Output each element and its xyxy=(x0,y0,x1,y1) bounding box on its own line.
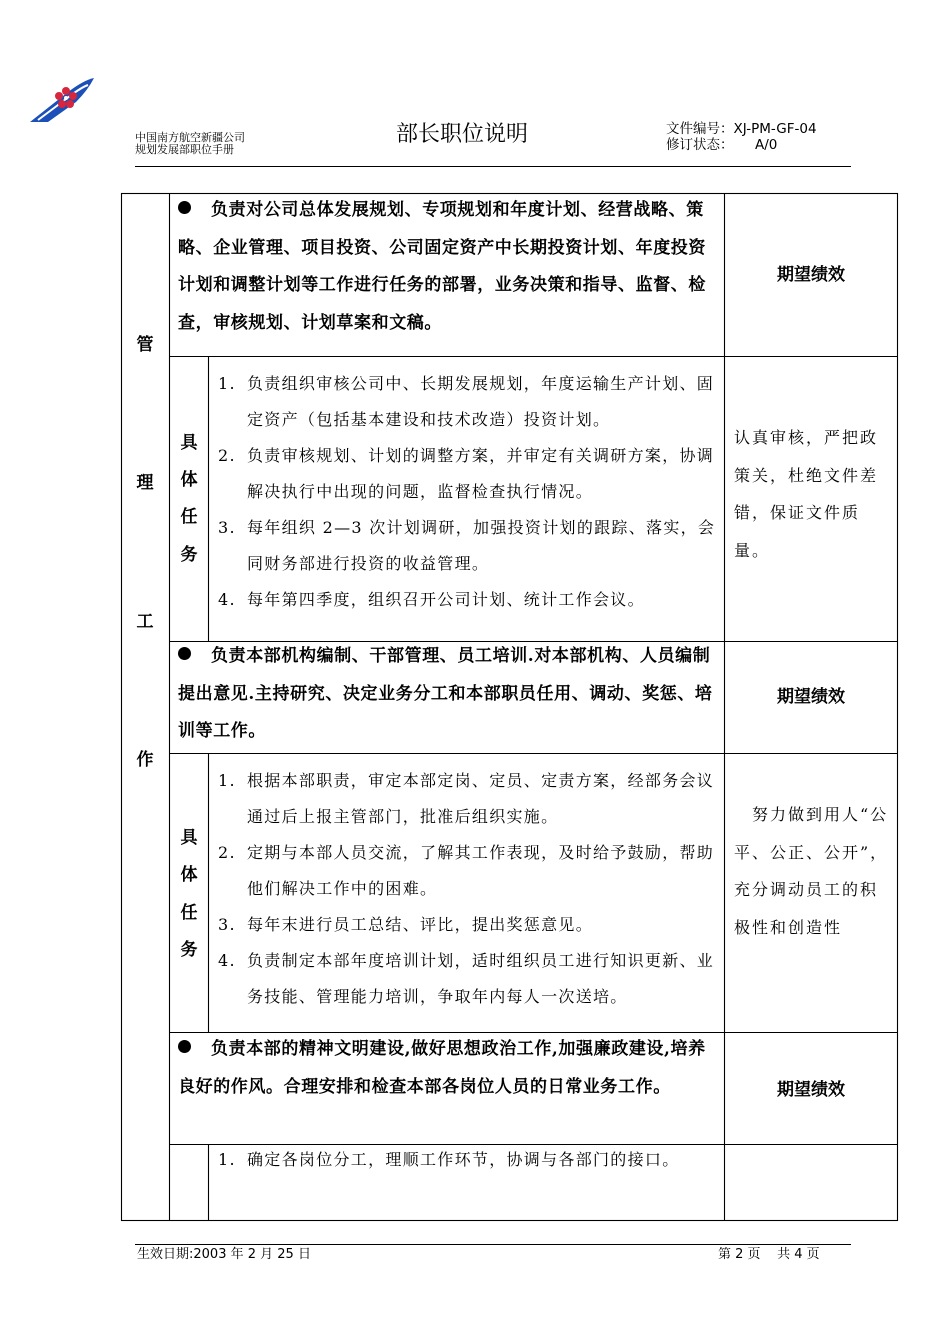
task-label-char: 体 xyxy=(180,470,198,490)
effective-date: 生效日期:2003 年 2 月 25 日 xyxy=(137,1247,311,1262)
task-item: 1. 确定各岗位分工，理顺工作环节，协调与各部门的接口。 xyxy=(218,1150,680,1169)
page-total: 共 4 页 xyxy=(777,1247,820,1262)
section-3-head xyxy=(178,1031,722,1106)
section-3-perf-label: 期望绩效 xyxy=(777,1080,845,1100)
bullet-icon xyxy=(178,1040,191,1053)
task-item: 2. 定期与本部人员交流，了解其工作表现，及时给予鼓励，帮助他们解决工作中的困难。 xyxy=(218,843,715,898)
section-1-head xyxy=(178,192,722,342)
page-number xyxy=(718,1247,820,1263)
section-3-head-text: 负责本部的精神文明建设,做好思想政治工作,加强廉政建设,培养良好的作风。合理安排和检查本部各岗位人员的日常业务工作。 xyxy=(178,1039,706,1097)
bullet-icon xyxy=(178,201,191,214)
section-1-note: 认真审核，严把政策关，杜绝文件差错，保证文件质量。 xyxy=(734,428,879,560)
task-label-char: 任 xyxy=(180,903,198,923)
side-label-char: 工 xyxy=(136,612,154,632)
side-label-char: 理 xyxy=(136,473,154,493)
task-item: 3. 每年末进行员工总结、评比，提出奖惩意见。 xyxy=(218,915,594,934)
doc-no-value: XJ-PM-GF-04 xyxy=(733,121,817,137)
page-title: 部长职位说明 xyxy=(396,122,529,147)
revision-label: 修订状态： xyxy=(666,137,734,153)
task-label-char: 任 xyxy=(180,507,198,527)
company-line-2: 规划发展部职位手册 xyxy=(135,143,234,156)
side-label-char: 管 xyxy=(136,335,154,355)
task-label-char: 务 xyxy=(180,940,198,960)
task-item: 1. 负责组织审核公司中、长期发展规划，年度运输生产计划、固定资产（包括基本建设和技术改造）投资计划。 xyxy=(218,374,715,429)
task-item: 1. 根据本部职责，审定本部定岗、定员、定责方案，经部务会议通过后上报主管部门，批准后组织实施。 xyxy=(218,771,715,826)
task-item: 3. 每年组织 2—3 次计划调研，加强投资计划的跟踪、落实，会同财务部进行投资的收益管理。 xyxy=(218,518,716,573)
section-1-tasks xyxy=(210,366,722,618)
task-item: 2. 负责审核规划、计划的调整方案，并审定有关调研方案，协调解决执行中出现的问题，监督检查执行情况。 xyxy=(218,446,715,501)
section-2-head-text: 负责本部机构编制、干部管理、员工培训.对本部机构、人员编制提出意见.主持研究、决定业务分工和本部职员任用、调动、奖惩、培训等工作。 xyxy=(178,646,713,741)
section-1-perf-label: 期望绩效 xyxy=(777,265,845,285)
revision-value: A/0 xyxy=(754,137,778,153)
task-label-char: 务 xyxy=(180,545,198,565)
task-label-char: 具 xyxy=(180,433,198,453)
section-2-head xyxy=(178,638,722,751)
task-item: 4. 每年第四季度，组织召开公司计划、统计工作会议。 xyxy=(218,590,645,609)
section-2-note: 努力做到用人“公平、公正、公开”，充分调动员工的积极性和创造性 xyxy=(734,805,889,937)
section-2-tasks xyxy=(210,763,722,1015)
section-2-perf-label: 期望绩效 xyxy=(777,687,845,707)
task-label-char: 具 xyxy=(180,828,198,848)
company-line-1: 中国南方航空新疆公司 xyxy=(135,131,245,144)
footer-divider xyxy=(135,1244,851,1245)
bullet-icon xyxy=(178,647,191,660)
section-1-head-text: 负责对公司总体发展规划、专项规划和年度计划、经营战略、策略、企业管理、项目投资、公司固定资产中长期投资计划、年度投资计划和调整计划等工作进行任务的部署，业务决策和指导、监督、检查，审核规划、计划草案和文稿。 xyxy=(178,200,706,333)
doc-no-label: 文件编号： xyxy=(666,121,734,137)
section-3-tasks xyxy=(210,1142,700,1178)
task-item: 4. 负责制定本部年度培训计划，适时组织员工进行知识更新、业务技能、管理能力培训，争取年内每人一次送培。 xyxy=(218,951,715,1006)
task-label-char: 体 xyxy=(180,865,198,885)
side-label-char: 作 xyxy=(136,750,154,770)
page-current: 第 2 页 xyxy=(718,1247,761,1262)
